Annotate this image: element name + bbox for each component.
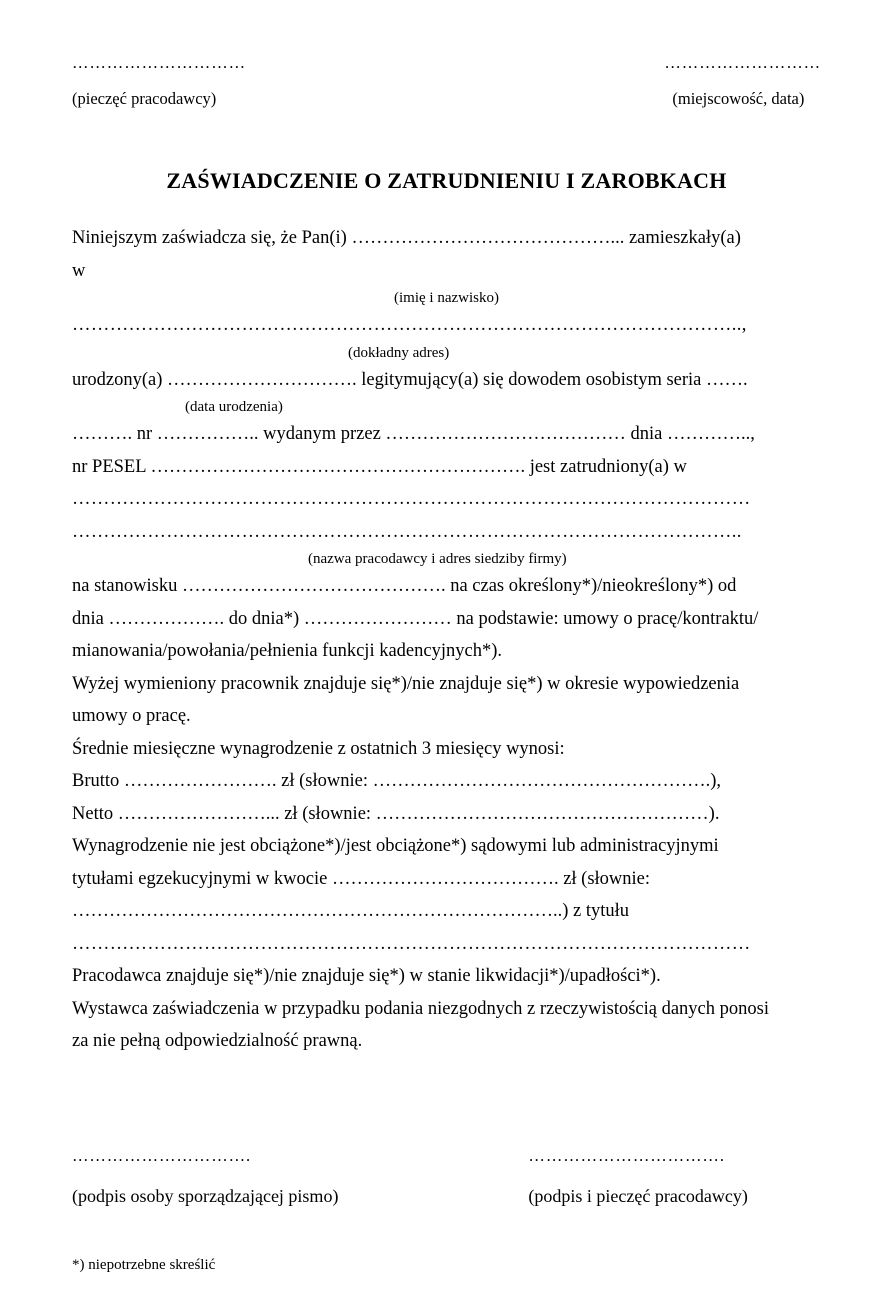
line-encumbrance-1: Wynagrodzenie nie jest obciążone*)/jest obciążone*) sądowymi lub administracyjnymi — [72, 836, 719, 856]
employer-stamp-caption: (pieczęć pracodawcy) — [72, 88, 217, 108]
field-employer-line-1: ……………………………………………………………………………………………… — [72, 489, 751, 509]
line-salary-gross: Brutto ……………………. zł (słownie: ……………………………………………….), — [72, 771, 722, 791]
caption-full-name: (imię i nazwisko) — [394, 290, 499, 306]
line-liquidation-bankruptcy: Pracodawca znajduje się*)/nie znajduje się*) w stanie likwidacji*)/upadłości*). — [72, 966, 661, 986]
caption-birth-date: (data urodzenia) — [185, 399, 283, 415]
line-average-salary-intro: Średnie miesięczne wynagrodzenie z ostatnich 3 miesięcy wynosi: — [72, 738, 565, 759]
footnote-strike-out: *) niepotrzebne skreślić — [72, 1257, 216, 1273]
field-encumbrance-title-line: ……………………………………………………………………………………………… — [72, 933, 751, 954]
line-notice-period-2: umowy o pracę. — [72, 706, 191, 726]
signature-block-preparer — [72, 1148, 528, 1205]
document-header — [72, 55, 821, 107]
line-notice-period-1: Wyżej wymieniony pracownik znajduje się*)/nie znajduje się*) w okresie wypowiedzenia — [72, 673, 740, 694]
line-issuer-liability-1: Wystawca zaświadczenia w przypadku podania niezgodnych z rzeczywistością danych ponosi — [72, 998, 769, 1019]
field-address-line: …………………………………………………………………………………………….., — [72, 315, 747, 335]
line-id-number-issuer: ………. nr …………….. wydanym przez ………………………………… dnia ………….., — [72, 424, 755, 444]
page-title: ZAŚWIADCZENIE O ZATRUDNIENIU I ZAROBKACH — [166, 168, 727, 193]
signature-line-employer: ……………………………. — [528, 1146, 725, 1165]
line-encumbrance-3: ……………………………………………………………………..) z tytułu — [72, 901, 630, 921]
place-date-block — [660, 55, 821, 107]
signature-caption-preparer: (podpis osoby sporządzającej pismo) — [72, 1185, 339, 1206]
line-employment-basis: mianowania/powołania/pełnienia funkcji kadencyjnych*). — [72, 641, 502, 661]
field-employer-line-2: …………………………………………………………………………………………….. — [72, 521, 742, 542]
signature-caption-employer: (podpis i pieczęć pracodawcy) — [528, 1185, 748, 1206]
line-residence-prefix: w — [72, 260, 86, 281]
line-issuer-liability-2: za nie pełną odpowiedzialność prawną. — [72, 1031, 363, 1051]
employer-stamp-block — [72, 55, 246, 107]
place-date-caption: (miejscowość, data) — [672, 88, 805, 108]
signature-block-employer — [528, 1148, 821, 1205]
line-encumbrance-2: tytułami egzekucyjnymi w kwocie ………………………………. zł (słownie: — [72, 868, 651, 889]
line-birth-and-id: urodzony(a) …………………………. legitymujący(a) się dowodem osobistym seria ……. — [72, 369, 748, 390]
line-contract-period: dnia ………………. do dnia*) …………………… na podstawie: umowy o pracę/kontraktu/ — [72, 608, 759, 629]
signature-line-preparer: …………………………. — [72, 1146, 252, 1165]
caption-exact-address: (dokładny adres) — [348, 344, 450, 361]
line-salary-net: Netto ……………………... zł (słownie: ………………………………………………). — [72, 803, 720, 824]
line-declaration: Niniejszym zaświadcza się, że Pan(i) ……………………………………... zamieszkały(a) — [72, 228, 741, 248]
place-date-line: ……………………… — [664, 53, 821, 72]
document-body — [72, 222, 821, 1058]
line-pesel: nr PESEL ……………………………………………………. jest zatrudniony(a) w — [72, 456, 687, 477]
signature-section — [72, 1148, 821, 1205]
line-position-contract-type: na stanowisku ……………………………………. na czas określony*)/nieokreślony*) od — [72, 576, 737, 596]
employer-stamp-line: ………………………… — [72, 53, 246, 72]
caption-employer-name-address: (nazwa pracodawcy i adres siedziby firmy) — [308, 551, 567, 567]
